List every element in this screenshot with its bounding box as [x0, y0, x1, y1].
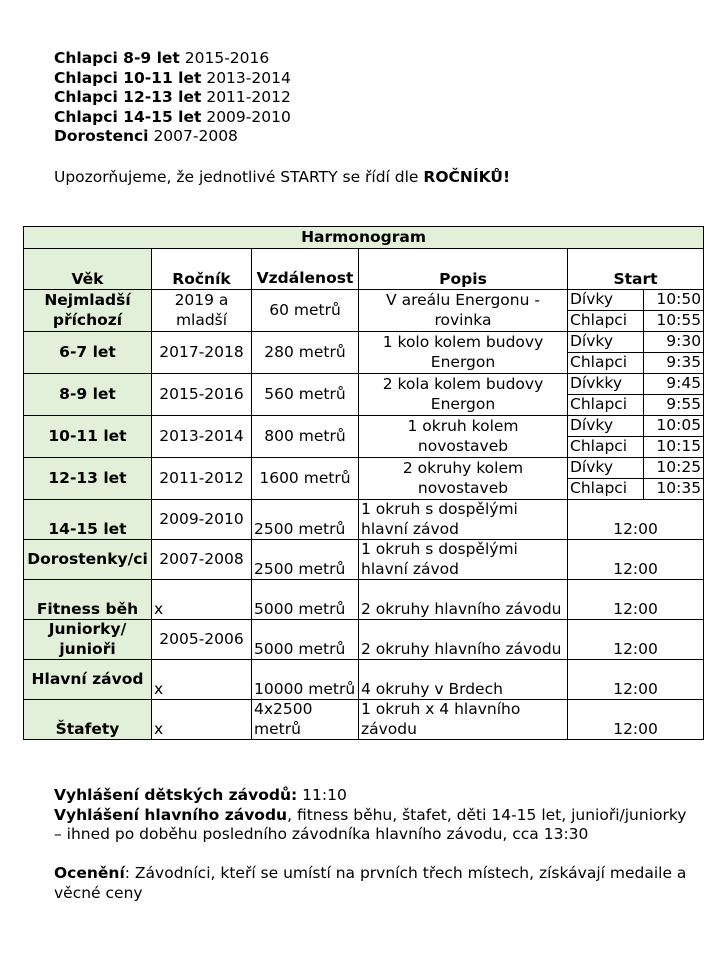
category-line [54, 88, 291, 108]
start-time: 12:00 [568, 540, 704, 580]
year-cell: 2017-2018 [152, 332, 252, 374]
year-cell: 2005-2006 [152, 620, 252, 660]
year-cell: x [152, 580, 252, 620]
description-cell: 2 okruhy hlavního závodu [359, 580, 568, 620]
year-cell: 2019 a mladší [152, 290, 252, 332]
header-age: Věk [24, 249, 152, 290]
table-row [24, 540, 704, 580]
start-time: 9:35 [644, 353, 704, 374]
category-line [54, 108, 291, 128]
start-group: Chlapci [568, 395, 644, 416]
category-label: Chlapci 12-13 let [54, 88, 202, 107]
table-row [24, 374, 704, 395]
description-cell: V areálu Energonu - rovinka [359, 290, 568, 332]
start-group: Dívky [568, 416, 644, 437]
footer-notes [54, 786, 694, 904]
start-time: 12:00 [568, 620, 704, 660]
distance-cell: 2500 metrů [252, 540, 359, 580]
description-cell: 2 okruhy kolem novostaveb [359, 458, 568, 500]
notice-text: Upozorňujeme, že jednotlivé STARTY se řídí dle [54, 168, 424, 186]
start-time: 9:55 [644, 395, 704, 416]
start-time: 10:55 [644, 311, 704, 332]
age-cell: Štafety [24, 700, 152, 740]
header-description: Popis [359, 249, 568, 290]
category-list [54, 49, 291, 147]
awards-text: : Závodníci, kteří se umístí na prvních třech místech, získávají medaile a věcné ceny [54, 864, 687, 902]
age-cell: Juniorky/ junioři [24, 620, 152, 660]
kids-announcement [54, 786, 694, 806]
category-years: 2011-2012 [206, 88, 291, 107]
table-row [24, 660, 704, 700]
start-time: 12:00 [568, 580, 704, 620]
main-announcement [54, 806, 694, 845]
start-time: 12:00 [568, 660, 704, 700]
year-cell: 2015-2016 [152, 374, 252, 416]
year-cell: x [152, 660, 252, 700]
main-announcement-label: Vyhlášení hlavního závodu [54, 805, 288, 824]
start-group: Chlapci [568, 311, 644, 332]
category-label: Chlapci 14-15 let [54, 107, 202, 126]
age-cell: Fitness běh [24, 580, 152, 620]
start-time: 10:25 [644, 458, 704, 479]
table-row [24, 620, 704, 660]
start-group: Chlapci [568, 479, 644, 500]
year-cell: 2007-2008 [152, 540, 252, 580]
start-time: 12:00 [568, 700, 704, 740]
category-line [54, 49, 291, 69]
start-group: Dívky [568, 458, 644, 479]
category-years: 2007-2008 [153, 127, 238, 146]
start-time: 12:00 [568, 500, 704, 540]
distance-cell: 1600 metrů [252, 458, 359, 500]
harmonogram-table [23, 226, 704, 740]
table-row [24, 332, 704, 353]
description-cell: 1 okruh s dospělými hlavní závod [359, 500, 568, 540]
description-cell: 4 okruhy v Brdech [359, 660, 568, 700]
description-cell: 1 okruh s dospělými hlavní závod [359, 540, 568, 580]
distance-cell: 5000 metrů [252, 580, 359, 620]
notice-line [54, 167, 510, 187]
notice-emphasis: ROČNÍKŮ! [423, 168, 511, 186]
age-cell: 8-9 let [24, 374, 152, 416]
start-time: 10:35 [644, 479, 704, 500]
start-time: 9:45 [644, 374, 704, 395]
table-row [24, 580, 704, 620]
table-row [24, 416, 704, 437]
start-time: 10:15 [644, 437, 704, 458]
start-time: 10:05 [644, 416, 704, 437]
description-cell: 1 okruh kolem novostaveb [359, 416, 568, 458]
category-line [54, 127, 291, 147]
distance-cell: 5000 metrů [252, 620, 359, 660]
header-year: Ročník [152, 249, 252, 290]
distance-cell: 560 metrů [252, 374, 359, 416]
header-start: Start [568, 249, 704, 290]
table-row [24, 500, 704, 540]
age-cell: 12-13 let [24, 458, 152, 500]
age-cell: Dorostenky/ci [24, 540, 152, 580]
description-cell: 1 kolo kolem budovy Energon [359, 332, 568, 374]
kids-announcement-time: 11:10 [297, 786, 347, 804]
category-line [54, 69, 291, 89]
distance-cell: 2500 metrů [252, 500, 359, 540]
header-distance: Vzdálenost [252, 249, 359, 290]
distance-cell: 4x2500 metrů [252, 700, 359, 740]
start-time: 10:50 [644, 290, 704, 311]
age-cell: Nejmladší příchozí [24, 290, 152, 332]
category-years: 2015-2016 [184, 49, 270, 67]
category-label: Dorostenci [54, 127, 149, 146]
start-group: Chlapci [568, 437, 644, 458]
category-label: Chlapci 8-9 let [54, 49, 180, 67]
start-time: 9:30 [644, 332, 704, 353]
main-announcement-text: , fitness běhu, štafet, děti 14-15 let, junioři/juniorky – ihned po doběhu posledního závodníka hlavního závodu, cca 13:30 [54, 805, 687, 844]
age-cell: 6-7 let [24, 332, 152, 374]
table-row [24, 700, 704, 740]
age-cell: 14-15 let [24, 500, 152, 540]
distance-cell: 280 metrů [252, 332, 359, 374]
start-group: Dívkky [568, 374, 644, 395]
category-label: Chlapci 10-11 let [54, 68, 202, 87]
awards-label: Ocenění [54, 864, 125, 883]
year-cell: 2009-2010 [152, 500, 252, 540]
distance-cell: 800 metrů [252, 416, 359, 458]
description-cell: 2 okruhy hlavního závodu [359, 620, 568, 660]
description-cell: 2 kola kolem budovy Energon [359, 374, 568, 416]
table-row [24, 290, 704, 311]
distance-cell: 60 metrů [252, 290, 359, 332]
distance-cell: 10000 metrů [252, 660, 359, 700]
start-group: Dívky [568, 290, 644, 311]
year-cell: 2011-2012 [152, 458, 252, 500]
description-cell: 1 okruh x 4 hlavního závodu [359, 700, 568, 740]
awards-note [54, 864, 694, 903]
start-group: Dívky [568, 332, 644, 353]
year-cell: 2013-2014 [152, 416, 252, 458]
start-group: Chlapci [568, 353, 644, 374]
age-cell: 10-11 let [24, 416, 152, 458]
table-caption: Harmonogram [24, 227, 704, 249]
year-cell: x [152, 700, 252, 740]
kids-announcement-label: Vyhlášení dětských závodů: [54, 786, 298, 804]
category-years: 2009-2010 [206, 107, 291, 126]
age-cell: Hlavní závod [24, 660, 152, 700]
category-years: 2013-2014 [206, 68, 291, 87]
table-row [24, 458, 704, 479]
